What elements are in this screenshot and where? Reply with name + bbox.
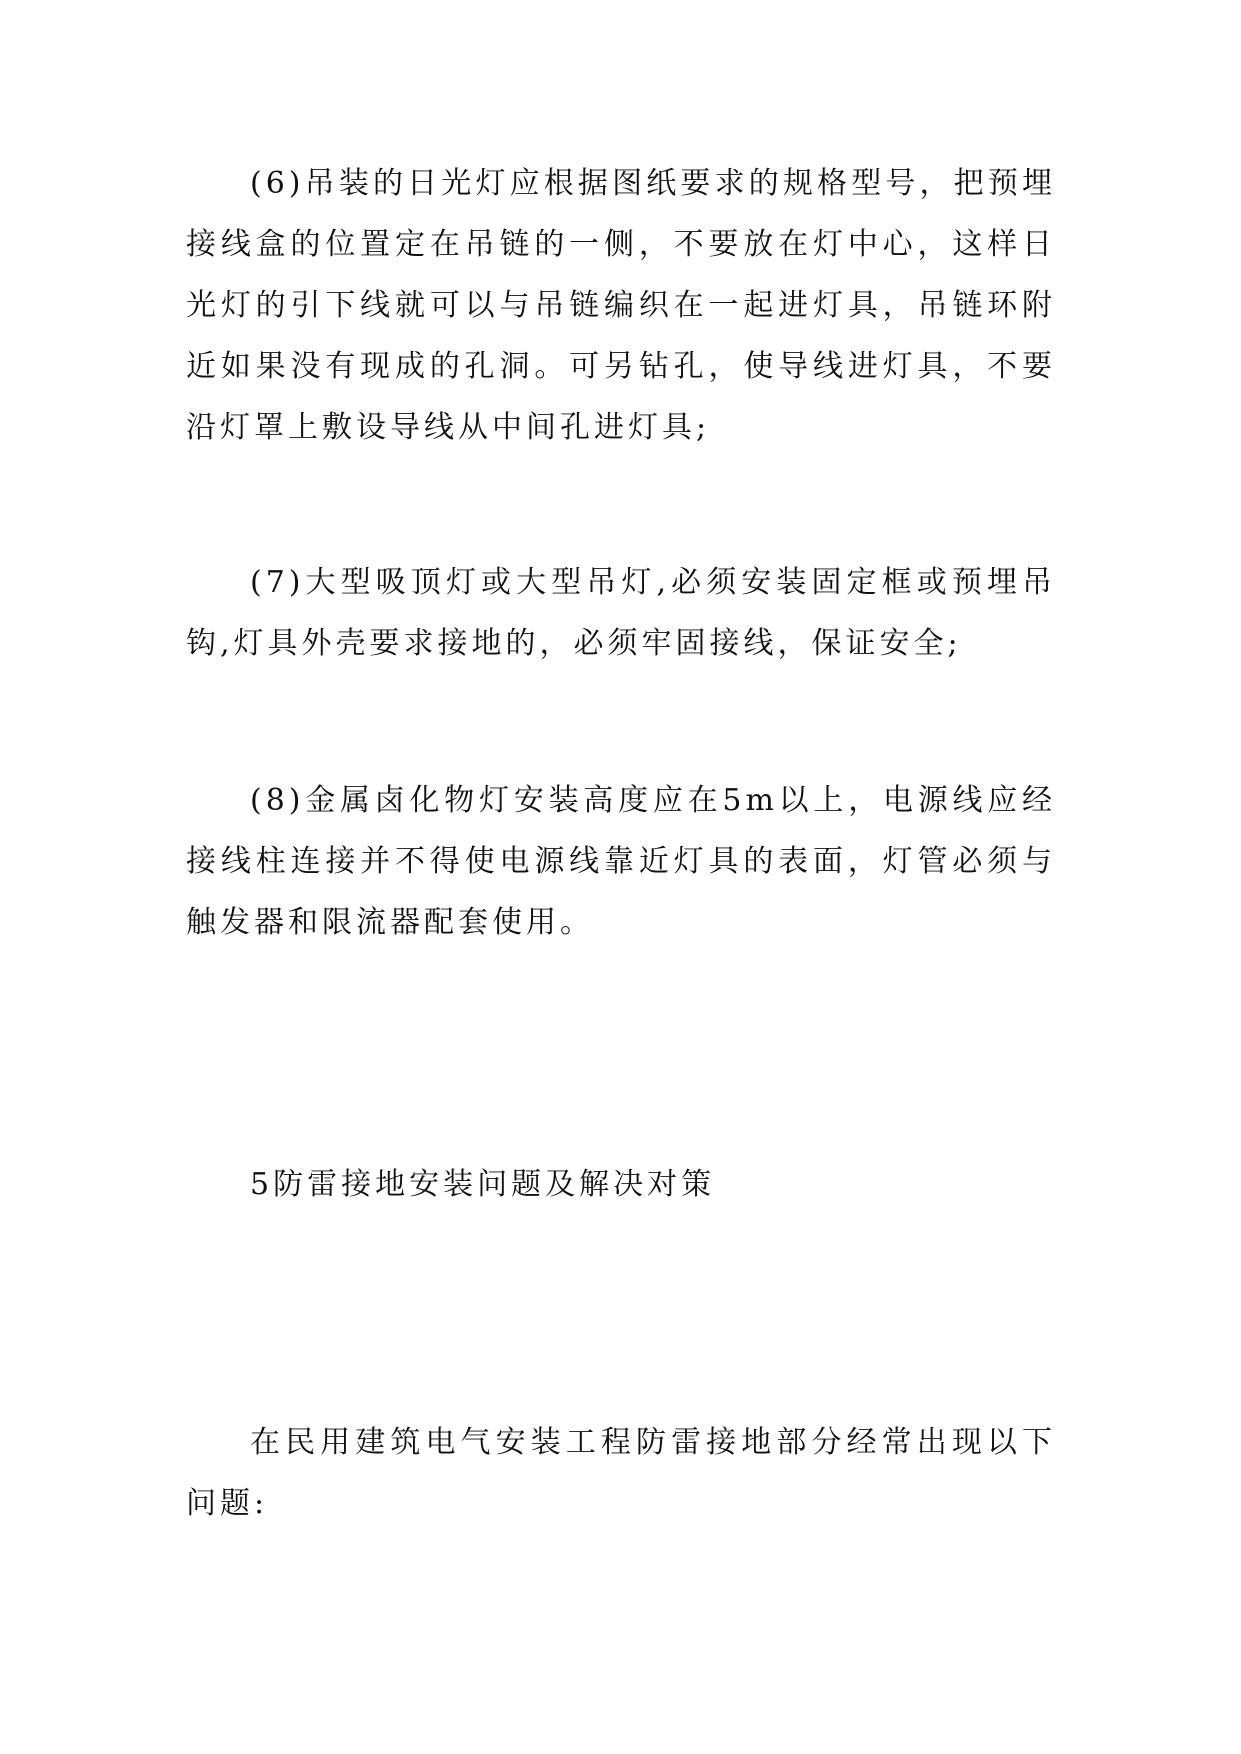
section-heading: 5防雷接地安装问题及解决对策	[250, 1167, 716, 1202]
intro-paragraph: 在民用建筑电气安装工程防雷接地部分经常出现以下问题:	[186, 1425, 1056, 1521]
paragraph-item-7: (7)大型吸顶灯或大型吊灯,必须安装固定框或预埋吊钩,灯具外壳要求接地的，必须牢固接线，保证安全;	[186, 565, 1056, 661]
paragraph-item-8: (8)金属卤化物灯安装高度应在5m以上，电源线应经接线柱连接并不得使电源线靠近灯具的表面，灯管必须与触发器和限流器配套使用。	[186, 783, 1056, 940]
paragraph-item-6: (6)吊装的日光灯应根据图纸要求的规格型号，把预埋接线盒的位置定在吊链的一侧，不要放在灯中心，这样日光灯的引下线就可以与吊链编织在一起进灯具，吊链环附近如果没有现成的孔洞。可另钻孔，使导线进灯具，不要沿灯罩上敷设导线从中间孔进灯具;	[186, 166, 1056, 445]
